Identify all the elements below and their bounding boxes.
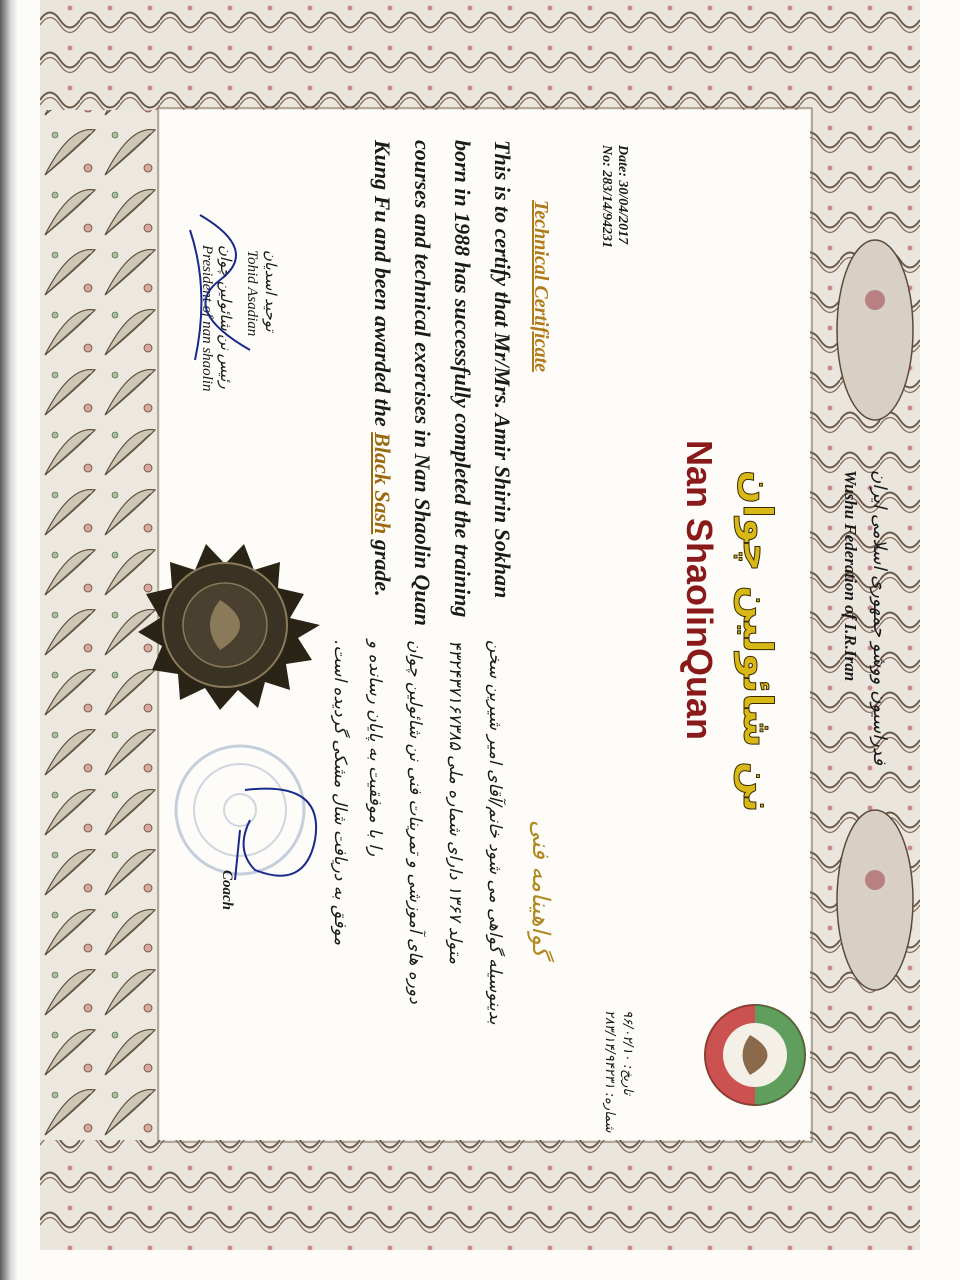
subtitle-fa: گواهینامه فنی	[527, 820, 555, 958]
body-line-fa: موفق به دریافت شال مشکی گردیده است.	[330, 640, 350, 946]
certificate-title-fa: نن شائولین چوان	[734, 470, 780, 813]
grade-en: Black Sash	[370, 432, 395, 535]
certificate-title-en: Nan ShaolinQuan	[679, 440, 720, 741]
federation-seal	[130, 530, 320, 720]
body-line-en-end: grade.	[370, 539, 395, 597]
body-line-fa: را با موفقیت به پایان رسانده و	[365, 640, 385, 857]
federation-title-en: Wushu Federation of I.R.Iran	[841, 470, 860, 682]
date-fa: تاریخ: ۹۶/۰۲/۱۰	[620, 1010, 635, 1096]
body-line-en: born in 1988 has successfully completed the training	[450, 140, 475, 618]
number-en: No: 283/14/94231	[599, 145, 614, 249]
federation-title-fa: فدراسیون ووشو جمهوری اسلامی ایران	[869, 470, 890, 765]
president-title: President of nan shaolin	[199, 245, 215, 392]
president-name-fa: توحید اسدیان	[262, 250, 278, 332]
president-signature	[180, 210, 270, 370]
body-line-en: courses and technical exercises in Nan Shaolin Quan	[410, 140, 435, 626]
body-line-fa: دوره های آموزشی و تمرینات فنی نن شائولین چوان	[405, 640, 425, 1004]
coach-signature	[225, 770, 335, 910]
body-line-fa: بدینوسیله گواهی می شود خانم/آقای امیر شیرین سخن	[485, 640, 505, 1025]
body-line-en: This is to certify that Mr/Mrs. Amir Shirin Sokhan	[490, 140, 515, 599]
body-line-en-text: Kung Fu and been awarded the	[370, 140, 395, 427]
coach-label: Coach	[219, 870, 235, 911]
body-line-en	[369, 140, 395, 597]
number-fa: شماره: ۲۸۳/۱۴/۹۴۲۳۱	[602, 1010, 617, 1133]
body-line-fa: متولد ۱۳۶۷ دارای شماره ملی ۴۳۲۴۳۷۱۶۷۳۸۵	[445, 640, 465, 965]
date-en: Date: 30/04/2017	[615, 145, 630, 245]
subtitle-en: Technical Certificate	[530, 200, 552, 373]
president-title-fa: رئیس نن شائولین چوان	[217, 245, 233, 389]
president-name: Tohid Asadian	[244, 250, 260, 337]
federation-emblem	[700, 1000, 810, 1110]
